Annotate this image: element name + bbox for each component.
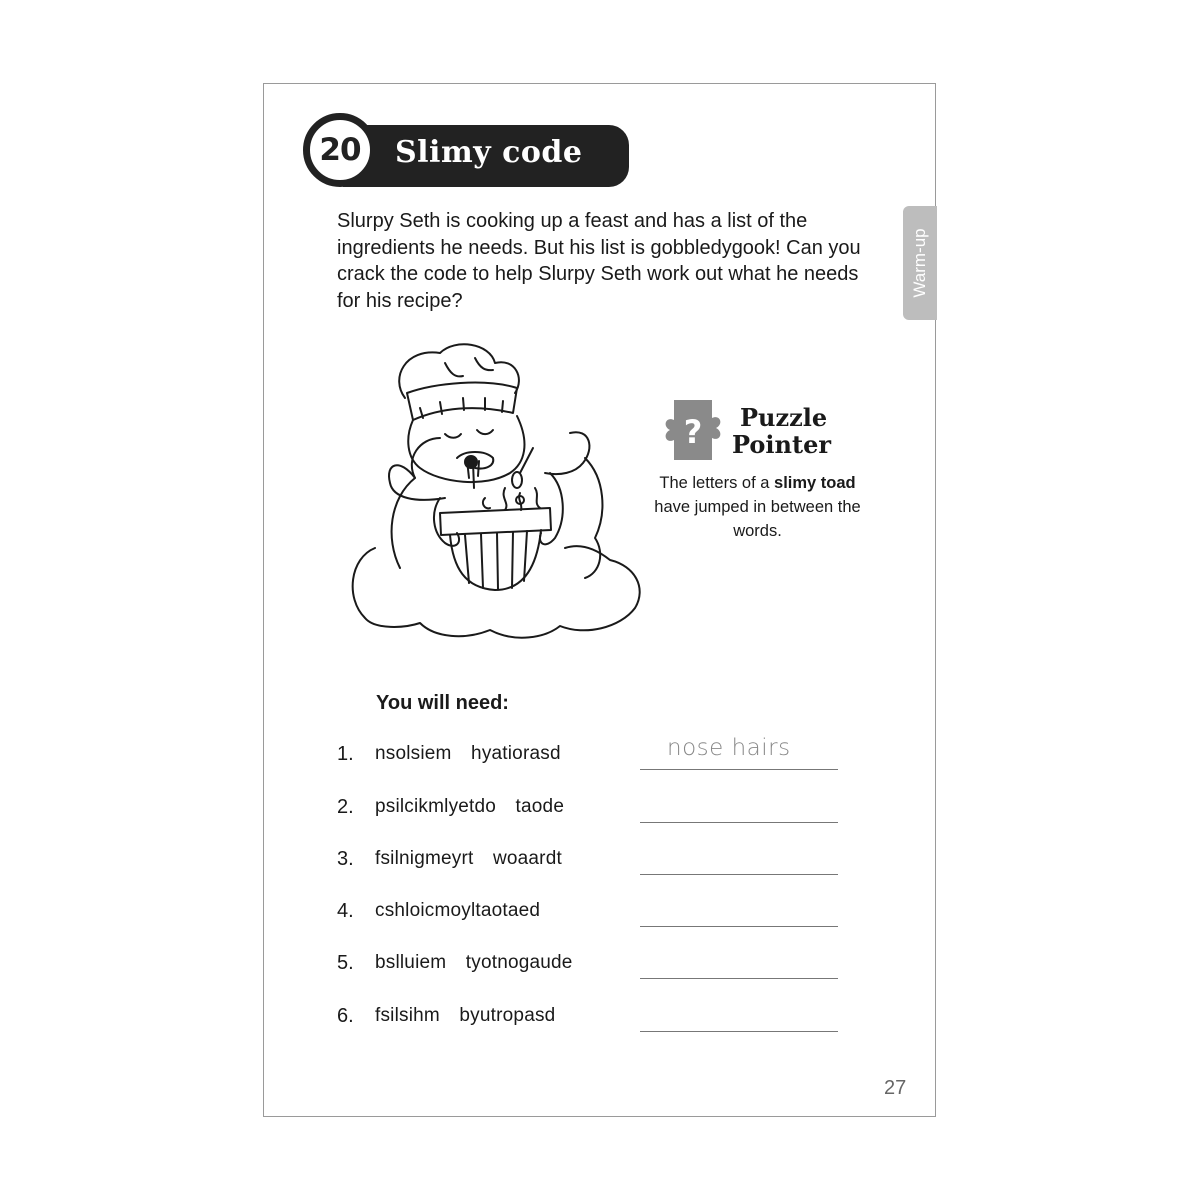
page-number: 27 bbox=[884, 1077, 907, 1099]
item-number: 3. bbox=[337, 848, 354, 870]
ingredient-item bbox=[337, 796, 847, 826]
svg-text:?: ? bbox=[683, 413, 703, 451]
answer-line[interactable] bbox=[640, 822, 838, 823]
item-number: 5. bbox=[337, 952, 354, 974]
answer-line[interactable] bbox=[640, 769, 838, 770]
item-code: cshloicmoyltaotaed bbox=[375, 900, 541, 921]
you-will-need-heading: You will need: bbox=[376, 692, 509, 714]
section-tab-label: Warm-up bbox=[910, 228, 929, 298]
item-number: 1. bbox=[337, 743, 354, 765]
pointer-text-end: have jumped in between the words. bbox=[654, 498, 861, 540]
item-number: 2. bbox=[337, 796, 354, 818]
item-code: fsilsihm byutropasd bbox=[375, 1005, 556, 1026]
answer-line[interactable] bbox=[640, 926, 838, 927]
ingredient-item bbox=[337, 900, 847, 930]
puzzle-pointer-title bbox=[662, 398, 878, 462]
section-tab bbox=[903, 206, 937, 320]
slime-chef-illustration bbox=[345, 338, 645, 643]
pointer-text-start: The letters of a bbox=[659, 474, 775, 492]
ingredient-item bbox=[337, 952, 847, 982]
item-number: 6. bbox=[337, 1005, 354, 1027]
item-code: fsilnigmeyrt woaardt bbox=[375, 848, 562, 869]
item-code: psilcikmlyetdo taode bbox=[375, 796, 565, 817]
pointer-title-line1: Puzzle bbox=[740, 403, 828, 432]
answer-text[interactable]: nose hairs bbox=[667, 735, 791, 761]
item-code: nsolsiem hyatiorasd bbox=[375, 743, 561, 764]
ingredient-item bbox=[337, 848, 847, 878]
item-number: 4. bbox=[337, 900, 354, 922]
answer-line[interactable] bbox=[640, 978, 838, 979]
activity-number: 20 bbox=[303, 113, 377, 187]
pointer-title-line2: Pointer bbox=[732, 430, 831, 459]
intro-text: Slurpy Seth is cooking up a feast and has a list of the ingredients he needs. But his list is gobbledygook! Can you crack the code to help Slurpy Seth work out what he needs for his recipe? bbox=[337, 210, 861, 312]
answer-line[interactable] bbox=[640, 1031, 838, 1032]
answer-line[interactable] bbox=[640, 874, 838, 875]
ingredient-item bbox=[337, 735, 847, 773]
item-code: bslluiem tyotnogaude bbox=[375, 952, 573, 973]
activity-title: Slimy code bbox=[395, 135, 583, 170]
intro-paragraph bbox=[337, 208, 877, 314]
puzzle-pointer-text bbox=[640, 471, 875, 543]
pointer-text-bold: slimy toad bbox=[774, 474, 856, 492]
question-puzzle-piece-icon bbox=[666, 400, 721, 460]
ingredient-item bbox=[337, 1005, 847, 1035]
